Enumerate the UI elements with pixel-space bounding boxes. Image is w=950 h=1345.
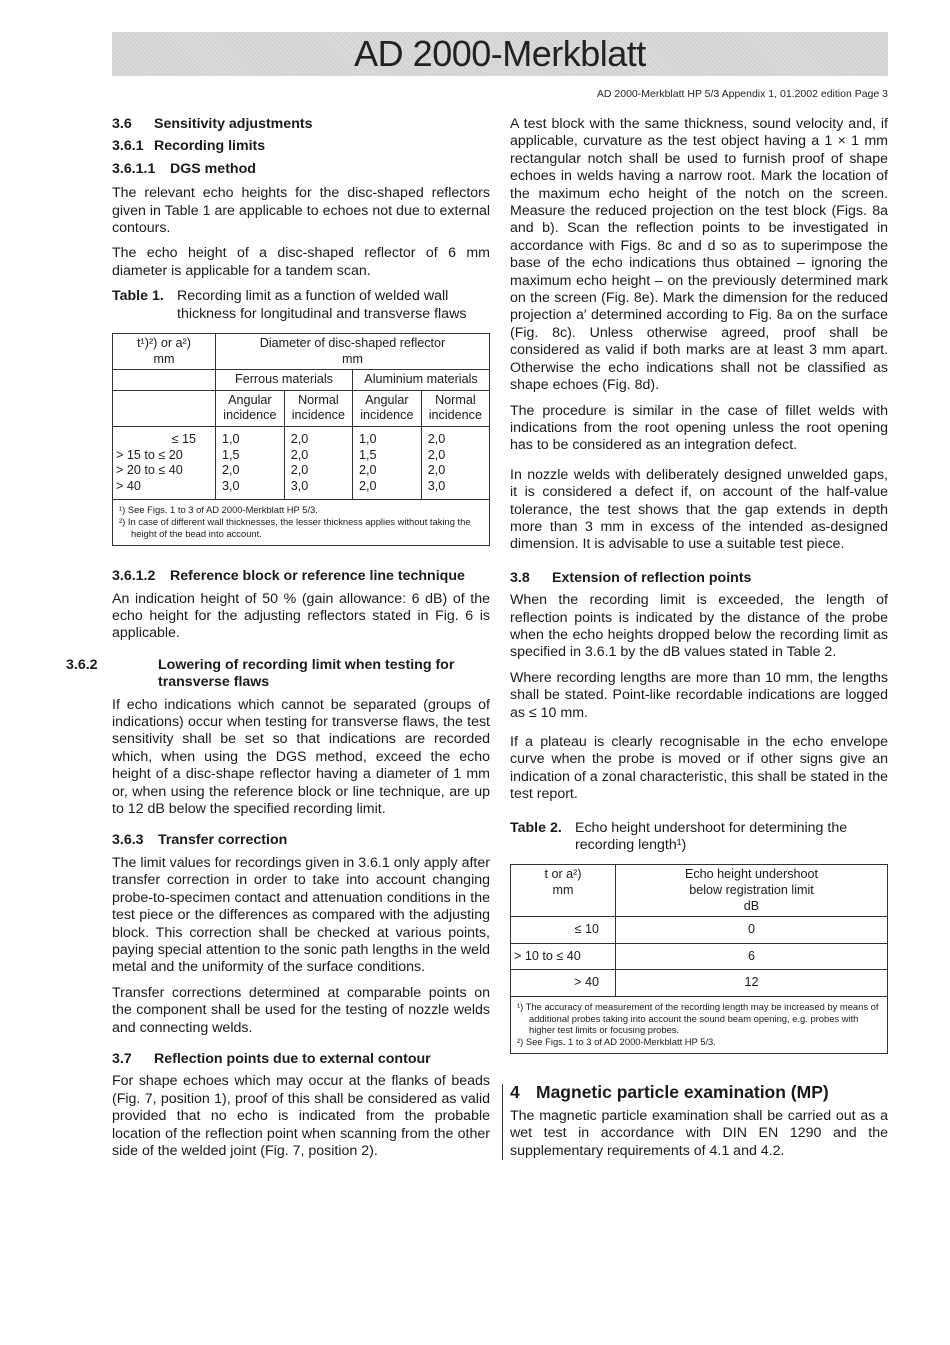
heading-3-6-3: 3.6.3 Transfer correction xyxy=(112,832,288,849)
table1-cell: 1,0 xyxy=(358,432,377,447)
table1-note: ¹) See Figs. 1 to 3 of AD 2000-Merkblatt HP 5/3. xyxy=(119,504,318,516)
table1-subheader: Angular incidence xyxy=(216,390,285,426)
table2-note: ²) See Figs. 1 to 3 of AD 2000-Merkblatt HP 5/3. xyxy=(517,1035,716,1047)
table1-subheader: Normal incidence xyxy=(421,390,489,426)
table1-range: > 20 to ≤ 40 xyxy=(116,463,183,478)
table1-cell: 1,0 xyxy=(222,432,240,447)
heading-3-6-1-1: 3.6.1.1 DGS method xyxy=(112,160,256,177)
table2-caption: Table 2. Echo height undershoot for determining the recording length¹) xyxy=(510,819,848,854)
heading-3-6: 3.6 Sensitivity adjustments xyxy=(112,116,313,132)
table1-cell: 3,0 xyxy=(222,478,240,493)
heading-3-6-1: 3.6.1 Recording limits xyxy=(112,138,266,155)
table2-notes xyxy=(511,997,888,1054)
heading-4: 4 Magnetic particle examination (MP) xyxy=(510,1082,829,1103)
table1-diameter-header: Diameter of disc-shaped reflector mm xyxy=(216,334,490,370)
table2-value: 12 xyxy=(616,970,888,997)
heading-3-8: 3.8 Extension of reflection points xyxy=(510,569,752,586)
table1-range: > 40 xyxy=(116,478,141,493)
paragraph: If a plateau is clearly recognisable in the echo envelope curve when the probe is moved or if other signs give an indication of a zonal characteristic, this shall be stated in the test report. xyxy=(510,734,888,803)
paragraph: The magnetic particle examination shall be carried out as a wet test in accordance with DIN EN 1290 and the supplementary requirements of 4.1 and 4.2. xyxy=(510,1107,888,1159)
paragraph: In nozzle welds with deliberately designed unwelded gaps, it is considered a defect if, on account of the half-value tolerance, the test shows that the gap extends in depth more than 3 mm in excess of the intended as-designed dimension. It is advisable to use a suitable test piece. xyxy=(510,466,888,553)
heading-3-7: 3.7 Reflection points due to external contour xyxy=(112,1050,431,1067)
table1-subheader: Angular incidence xyxy=(352,390,421,426)
table1-cell: 1,5 xyxy=(222,447,240,462)
paragraph: If echo indications which cannot be separated (groups of indications) occur when testing for transverse flaws, the test sensitivity shall be set so that indications are recorded which, when using the DGS method, exceed the echo height of a disc-shape reflector having a diameter of 1 mm or, when using the reference block or line technique, are up to 12 dB below the specified recording limit. xyxy=(112,696,490,818)
table2-range: > 10 to ≤ 40 xyxy=(511,943,616,970)
document-banner xyxy=(112,32,888,76)
table2-range: ≤ 10 xyxy=(511,917,616,944)
table2-col0-header: t or a²) mm xyxy=(511,865,616,917)
table1-note: ²) In case of different wall thicknesses, the lesser thickness applies without taking the height of the bead into account. xyxy=(119,516,471,539)
table1-cell: 2,0 xyxy=(290,447,309,462)
table1-cell: 2,0 xyxy=(427,463,446,478)
paragraph: When the recording limit is exceeded, the length of reflection points is indicated by the distance of the probe when the echo heights dropped below the recording limit as specified in 3.6.1 by the dB values stated in Table 2. xyxy=(510,592,888,661)
table1-cell: 1,5 xyxy=(358,447,377,462)
table1-cell: 2,0 xyxy=(358,478,377,493)
table1-notes xyxy=(113,500,490,546)
paragraph: The procedure is similar in the case of fillet welds with indications from the root opening unless the root opening has to be considered as an integration defect. xyxy=(510,402,888,454)
table1-cell: 2,0 xyxy=(290,432,309,447)
section-4 xyxy=(502,1084,888,1160)
heading-3-6-2: 3.6.2 Lowering of recording limit when testing for transverse flaws xyxy=(66,656,455,691)
table1-range: ≤ 15 xyxy=(171,432,196,447)
table2 xyxy=(510,864,888,1054)
table1-cell: 3,0 xyxy=(427,478,446,493)
table1-range: > 15 to ≤ 20 xyxy=(116,447,183,462)
table2-range: > 40 xyxy=(511,970,616,997)
table2-note: ¹) The accuracy of measurement of the recording length may be increased by means of additional probes taking into account the sound beam opening, e.g. probes with higher test limits or focusing probes. xyxy=(517,1001,879,1036)
table1-subheader: Normal incidence xyxy=(284,390,352,426)
table1-cell: 2,0 xyxy=(358,463,377,478)
paragraph: The echo height of a disc-shaped reflector of 6 mm diameter is applicable for a tandem scan. xyxy=(112,245,490,279)
table1-cell: 3,0 xyxy=(290,478,309,493)
table2-col1-header: Echo height undershoot below registration limit dB xyxy=(616,865,888,917)
page-info: AD 2000-Merkblatt HP 5/3 Appendix 1, 01.2002 edition Page 3 xyxy=(596,88,888,100)
table1-caption: Table 1. Recording limit as a function of welded wall thickness for longitudinal and transverse flaws xyxy=(112,288,467,322)
heading-3-6-1-2: 3.6.1.2 Reference block or reference line technique xyxy=(112,568,465,585)
table1-ferrous-header: Ferrous materials xyxy=(216,370,353,391)
table2-value: 6 xyxy=(616,943,888,970)
left-column xyxy=(66,116,490,1160)
table2-value: 0 xyxy=(616,917,888,944)
paragraph: The relevant echo heights for the disc-shaped reflectors given in Table 1 are applicable to echoes not due to external contours. xyxy=(112,185,490,237)
table1-cell: 2,0 xyxy=(427,447,446,462)
table1-cell: 2,0 xyxy=(222,463,240,478)
paragraph: For shape echoes which may occur at the flanks of beads (Fig. 7, position 1), proof of this shall be considered as valid provided that no echo is indicated from the probable location of the reflection point when scanning from the other side of the welded joint (Fig. 7, position 2). xyxy=(112,1073,490,1159)
banner-title: AD 2000-Merkblatt xyxy=(354,33,646,74)
paragraph: Where recording lengths are more than 10 mm, the lengths shall be stated. Point-like recordable indications are logged as ≤ 10 mm. xyxy=(510,669,888,721)
paragraph: Transfer corrections determined at comparable points on the component shall be used for the testing of nozzle welds and connecting welds. xyxy=(112,984,490,1036)
table1-col0-header: t¹)²) or a²) mm xyxy=(113,334,216,370)
paragraph: An indication height of 50 % (gain allowance: 6 dB) of the echo height for the adjusting reflectors stated in Fig. 6 is applicable. xyxy=(112,590,490,642)
paragraph: A test block with the same thickness, sound velocity and, if applicable, curvature as the test object having a 1 × 1 mm rectangular notch shall be used to furnish proof of shape echoes in welds having a narrow root. Mark the location of the maximum echo height of the notch on the screen. Measure the reduced projection on the test block (Figs. 8a and b). Scan the reflection points to be investigated in accordance with Figs. 8c and d so as to superimpose the base of the echo indications thus obtained – ignoring the maximum echo height – on the previously determined mark on the screen (Fig. 8e). Mark the dimension for the reduced projection a′ determined according to Fig. 8a on the surface (Fig. 8c). Unless otherwise agreed, proof shall be considered as valid if both marks are at least 3 mm apart. Otherwise the echo indications shall not be classified as shape echoes (Fig. 8d). xyxy=(510,116,888,394)
right-column xyxy=(510,116,888,1160)
paragraph: The limit values for recordings given in 3.6.1 only apply after transfer correction in order to take into account changing probe-to-specimen contact and attenuation conditions in the test piece or the differences as compared with the adjusting block. This correction shall be checked at various points, paying special attention to the sonic path lengths in the weld metal and the uniformity of the surface conditions. xyxy=(112,854,490,976)
table1-cell: 2,0 xyxy=(290,463,309,478)
table1-aluminium-header: Aluminium materials xyxy=(352,370,489,391)
table1 xyxy=(112,333,490,546)
table1-cell: 2,0 xyxy=(427,432,446,447)
